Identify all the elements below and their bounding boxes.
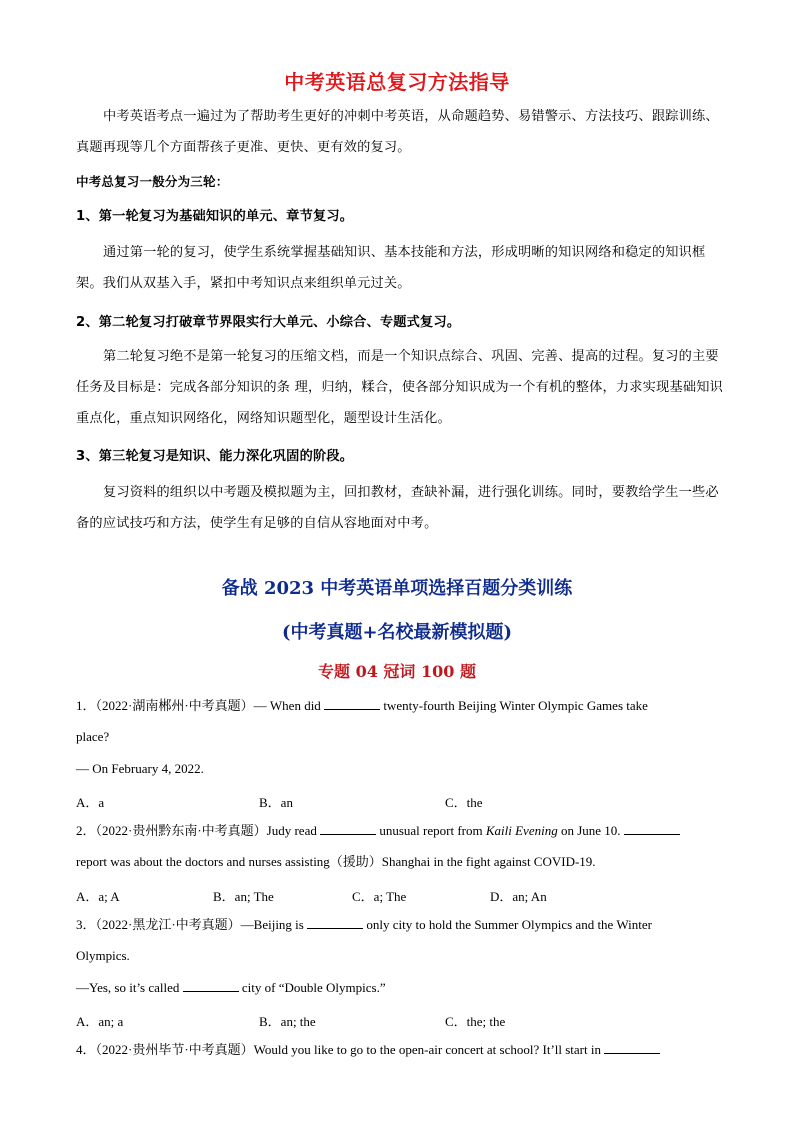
q2-line2: report was about the doctors and nurses assisting（援助）Shanghai in the fight against COVID-19. xyxy=(76,854,596,869)
round2-heading: 2、第二轮复习打破章节界限实行大单元、小综合、专题式复习。 xyxy=(76,315,461,330)
q2-line1-pre: 2．（2022·贵州黔东南·中考真题）Judy read xyxy=(76,823,317,838)
option-d: D．an; An xyxy=(490,889,547,904)
rounds-heading: 中考总复习一般分为三轮： xyxy=(76,174,229,189)
q3-line3 xyxy=(76,972,726,1003)
q1-line3: — On February 4, 2022. xyxy=(76,761,204,776)
q2-options xyxy=(76,886,726,906)
option-c: C．the xyxy=(445,795,483,810)
q3-line1-pre: 3．（2022·黑龙江·中考真题）—Beijing is xyxy=(76,917,304,932)
q1-line1-post: twenty-fourth Beijing Winter Olympic Games take xyxy=(383,698,648,713)
round1-text: 通过第一轮的复习，使学生系统掌握基础知识、基本技能和方法，形成明晰的知识网络和稳定的知识框架。我们从双基入手，紧扣中考知识点来组织单元过关。 xyxy=(76,245,706,291)
answer-blank xyxy=(183,979,239,992)
option-c: C．a; The xyxy=(352,889,407,904)
question-2 xyxy=(76,815,726,846)
topic-title: 专题 04 冠词 100 题 xyxy=(318,662,476,681)
answer-blank xyxy=(324,697,380,710)
q1-line2: place? xyxy=(76,729,110,744)
option-b: B．an xyxy=(259,795,293,810)
q3-line1-post: only city to hold the Summer Olympics and the Winter xyxy=(366,917,652,932)
q4-line1-pre: 4．（2022·贵州毕节·中考真题）Would you like to go to the open-air concert at school? It’ll start in xyxy=(76,1042,601,1057)
guide-title: 中考英语总复习方法指导 xyxy=(284,70,510,94)
q1-options xyxy=(76,792,726,812)
round1-heading: 1、第一轮复习为基础知识的单元、章节复习。 xyxy=(76,209,354,224)
section-title: 备战 2023 中考英语单项选择百题分类训练 xyxy=(221,578,573,599)
answer-blank xyxy=(320,822,376,835)
round3-heading: 3、第三轮复习是知识、能力深化巩固的阶段。 xyxy=(76,449,354,464)
option-a: A．a xyxy=(76,795,105,810)
answer-blank xyxy=(307,916,363,929)
question-4 xyxy=(76,1034,726,1065)
option-b: B．an; the xyxy=(259,1014,316,1029)
answer-blank xyxy=(624,822,680,835)
q1-line1-pre: 1．（2022·湖南郴州·中考真题）— When did xyxy=(76,698,321,713)
guide-intro: 中考英语考点一遍过为了帮助考生更好的冲刺中考英语，从命题趋势、易错警示、方法技巧、跟踪训练、真题再现等几个方面帮孩子更准、更快、更有效的复习。 xyxy=(76,109,719,155)
option-c: C．the; the xyxy=(445,1014,506,1029)
q2-line1-post: on June 10. xyxy=(560,823,621,838)
round2-text: 第二轮复习绝不是第一轮复习的压缩文档，而是一个知识点综合、巩固、完善、提高的过程。复习的主要任务及目标是：完成各部分知识的条 理，归纳，糅合，使各部分知识成为一个有机的整体，力求实现基础知识重点化，重点知识网络化，网络知识题型化，题型设计生活化。 xyxy=(76,349,723,426)
q3-options xyxy=(76,1011,726,1031)
round3-text: 复习资料的组织以中考题及模拟题为主，回扣教材，查缺补漏，进行强化训练。同时，要教给学生一些必备的应试技巧和方法，使学生有足够的自信从容地面对中考。 xyxy=(76,485,719,531)
q3-line3-pre: —Yes, so it’s called xyxy=(76,980,180,995)
q3-line2: Olympics. xyxy=(76,948,130,963)
option-b: B．an; The xyxy=(213,889,274,904)
option-a: A．an; a xyxy=(76,1014,124,1029)
answer-blank xyxy=(604,1041,660,1054)
question-3 xyxy=(76,909,726,940)
option-a: A．a; A xyxy=(76,889,120,904)
question-1 xyxy=(76,690,726,721)
q2-line1-mid: unusual report from xyxy=(379,823,483,838)
section-subtitle: (中考真题+名校最新模拟题) xyxy=(281,622,513,643)
q3-line3-post: city of “Double Olympics.” xyxy=(241,980,386,995)
q2-line1-italic: Kaili Evening xyxy=(485,823,558,838)
